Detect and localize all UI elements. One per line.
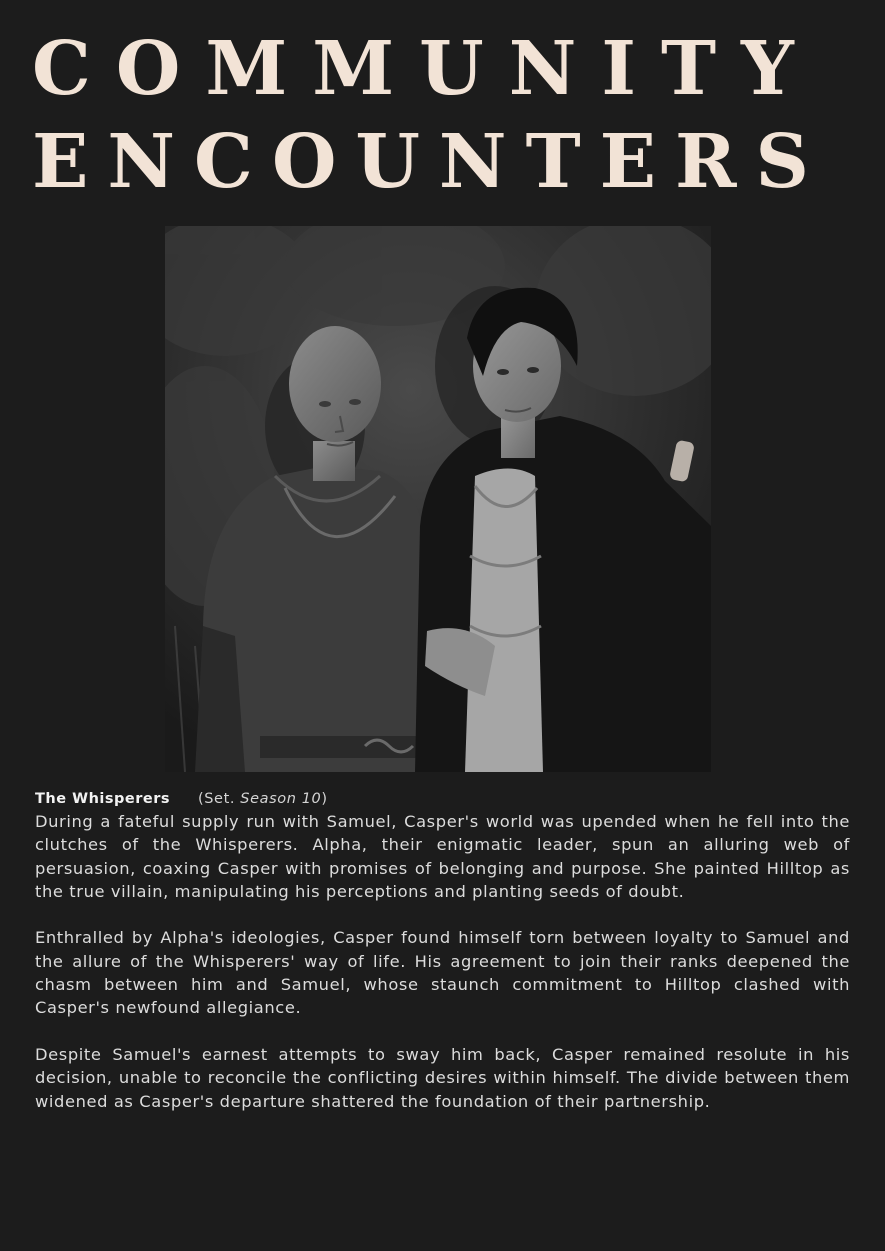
paragraph-1: During a fateful supply run with Samuel, Casper's world was upended when he fell into the clutches of the Whisperers. Alpha, their enigmatic leader, spun an alluring web of persuasion, coaxing Casper with promises of belonging and purpose. She painted Hilltop as the true villain, manipulating his perceptions and planting seeds of doubt.: [35, 812, 850, 901]
meta-suffix: ): [321, 791, 328, 807]
character-photo: [165, 226, 711, 772]
page-title-line-2: ENCOUNTERS: [32, 119, 828, 205]
section-meta: [198, 791, 328, 807]
page-title-line-1: COMMUNITY: [32, 26, 819, 112]
meta-season: Season 10: [240, 791, 322, 807]
section-title: The Whisperers: [35, 791, 170, 807]
meta-prefix: (Set.: [198, 791, 241, 807]
paragraph-3: Despite Samuel's earnest attempts to sway him back, Casper remained resolute in his decision, unable to reconcile the conflicting desires within himself. The divide between them widened as Casper's departure shattered the foundation of their partnership.: [35, 1044, 850, 1111]
paragraph-2: Enthralled by Alpha's ideologies, Casper found himself torn between loyalty to Samuel and the allure of the Whisperers' way of life. His agreement to join their ranks deepened the chasm between him and Samuel, whose staunch commitment to Hilltop clashed with Casper's newfound allegiance.: [35, 928, 850, 1018]
section-heading: [35, 789, 850, 810]
article-body: [35, 789, 850, 1136]
